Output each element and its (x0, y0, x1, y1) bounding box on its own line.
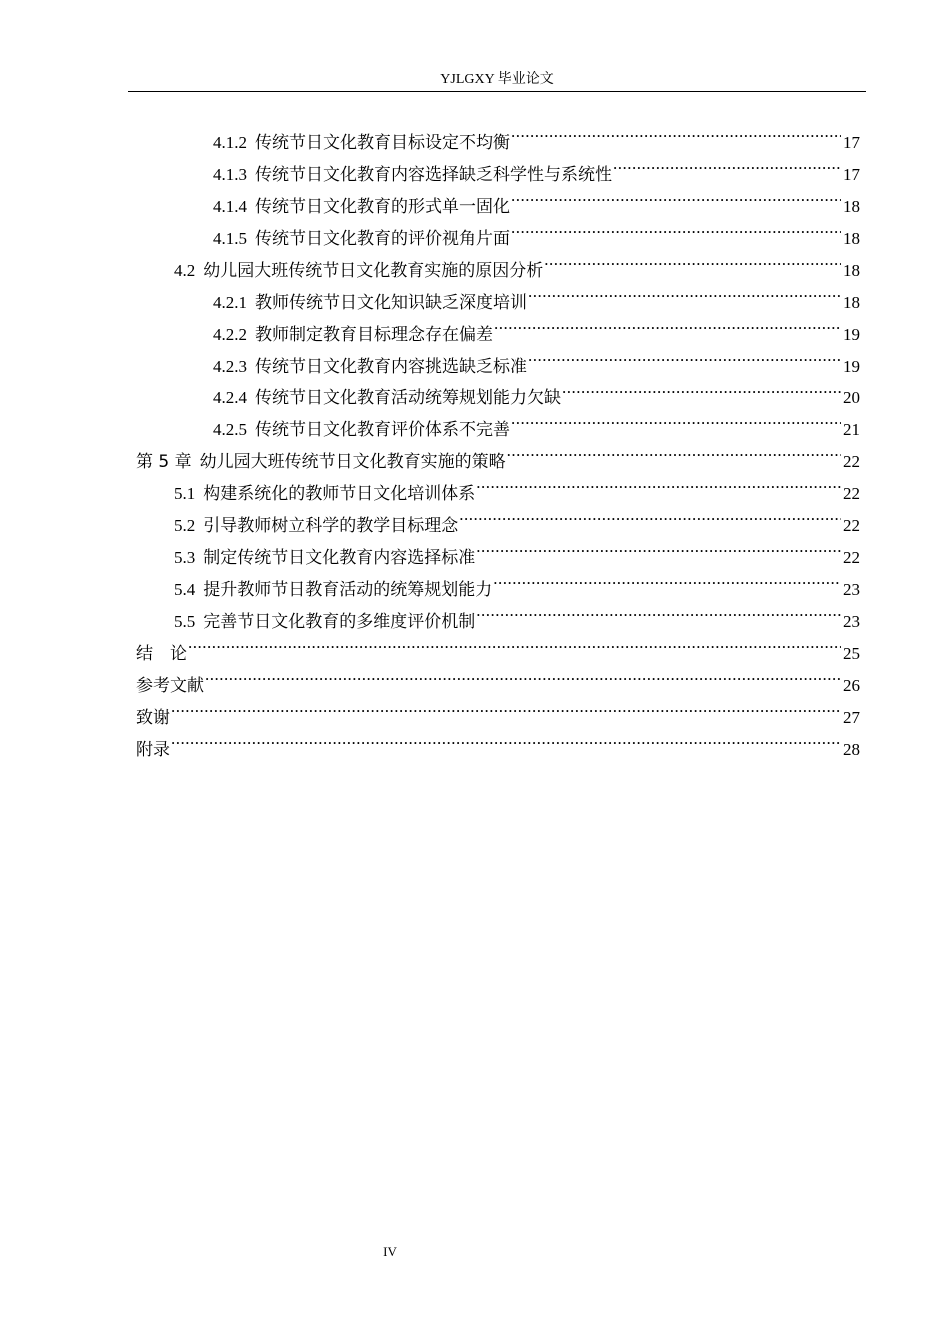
toc-dot-leader (476, 467, 841, 499)
toc-entry-page: 27 (843, 707, 860, 727)
toc-entry-number: 4.2.4 (213, 388, 247, 408)
table-of-contents (136, 116, 860, 760)
toc-entry-page: 23 (843, 580, 860, 600)
toc-entry-number: 4.2.5 (213, 420, 247, 440)
toc-entry-number: 5.3 (174, 548, 196, 568)
toc-entry-page: 22 (843, 452, 860, 472)
toc-entry-number: 5.4 (174, 580, 196, 600)
toc-entry-page: 22 (843, 484, 860, 504)
toc-entry[interactable] (136, 691, 860, 728)
toc-entry-page: 17 (843, 164, 860, 184)
toc-entry-page: 25 (843, 643, 860, 663)
toc-entry-page: 18 (843, 260, 860, 280)
toc-entry-title: 引导教师树立科学的教学目标理念 (203, 516, 459, 536)
toc-entry-page: 21 (843, 420, 860, 440)
toc-dot-leader (171, 723, 841, 755)
toc-dot-leader (459, 499, 841, 531)
toc-entry-title: 结 论 (136, 643, 187, 664)
toc-entry[interactable] (136, 116, 860, 152)
toc-dot-leader (528, 276, 841, 308)
toc-entry-number: 4.2 (174, 260, 196, 280)
toc-dot-leader (493, 563, 841, 595)
page-header (128, 70, 866, 92)
toc-entry-title: 幼儿园大班传统节日文化教育实施的原因分析 (203, 260, 544, 280)
toc-entry-page: 23 (843, 612, 860, 631)
toc-entry-page: 26 (843, 675, 860, 695)
toc-entry-number: 4.1.2 (213, 132, 247, 152)
toc-entry-number: 4.2.3 (213, 356, 247, 376)
toc-entry-page: 18 (843, 196, 860, 216)
toc-entry-page: 17 (843, 132, 860, 152)
page-number: IV (383, 1244, 397, 1259)
toc-entry[interactable] (136, 659, 860, 696)
toc-dot-leader (511, 403, 841, 435)
page-footer (0, 1244, 780, 1260)
toc-entry-title: 制定传统节日文化教育内容选择标准 (203, 548, 476, 568)
toc-dot-leader (205, 659, 841, 691)
toc-entry-number: 4.1.5 (213, 228, 247, 248)
toc-entry-title: 附录 (136, 739, 170, 760)
toc-entry-title: 传统节日文化教育评价体系不完善 (255, 420, 510, 440)
toc-entry-title: 传统节日文化教育的形式单一固化 (255, 196, 510, 216)
toc-entry-number: 5.1 (174, 484, 196, 504)
toc-entry-title: 传统节日文化教育的评价视角片面 (255, 228, 510, 248)
toc-entry-page: 22 (843, 516, 860, 536)
toc-dot-leader (507, 435, 841, 467)
toc-entry-number: 4.2.1 (213, 292, 247, 312)
toc-entry-number: 4.2.2 (213, 324, 247, 344)
toc-entry-number: 4.1.3 (213, 164, 247, 184)
toc-entry[interactable] (136, 723, 860, 760)
toc-entry-title: 致谢 (136, 707, 170, 728)
toc-dot-leader (528, 340, 841, 372)
toc-entry-title: 教师制定教育目标理念存在偏差 (255, 324, 493, 344)
toc-dot-leader (494, 308, 841, 340)
toc-entry-title: 传统节日文化教育内容挑选缺乏标准 (255, 356, 527, 376)
toc-entry-number: 第 5 章 (136, 452, 192, 473)
toc-entry-page: 19 (843, 356, 860, 376)
toc-dot-leader (171, 691, 841, 723)
toc-entry-number: 4.1.4 (213, 196, 247, 216)
toc-entry-title: 提升教师节日教育活动的统筹规划能力 (203, 580, 493, 600)
toc-entry-title: 参考文献 (136, 675, 204, 696)
toc-entry-page: 28 (843, 739, 860, 759)
toc-entry-number: 5.2 (174, 516, 196, 536)
toc-dot-leader (511, 180, 841, 212)
toc-dot-leader (476, 531, 841, 563)
toc-entry-title: 传统节日文化教育活动统筹规划能力欠缺 (255, 388, 561, 408)
toc-entry-page: 18 (843, 228, 860, 248)
toc-dot-leader (544, 244, 841, 276)
toc-dot-leader (476, 595, 841, 627)
toc-entry-title: 幼儿园大班传统节日文化教育实施的策略 (199, 452, 506, 473)
toc-entry-page: 22 (843, 548, 860, 568)
toc-entry-page: 19 (843, 324, 860, 344)
toc-entry-title: 传统节日文化教育目标设定不均衡 (255, 132, 510, 152)
header-title: YJLGXY 毕业论文 (440, 72, 554, 87)
toc-entry-page: 20 (843, 388, 860, 408)
toc-dot-leader (511, 212, 841, 244)
toc-entry-title: 传统节日文化教育内容选择缺乏科学性与系统性 (255, 164, 612, 184)
toc-entry[interactable] (136, 627, 860, 664)
toc-entry-page: 18 (843, 292, 860, 312)
toc-dot-leader (188, 627, 841, 659)
toc-entry-title: 教师传统节日文化知识缺乏深度培训 (255, 292, 527, 312)
toc-dot-leader (562, 372, 841, 404)
toc-entry-title: 完善节日文化教育的多维度评价机制 (203, 612, 476, 631)
toc-entry-number: 5.5 (174, 612, 196, 631)
toc-dot-leader (511, 116, 841, 148)
toc-entry-title: 构建系统化的教师节日文化培训体系 (203, 484, 476, 504)
toc-dot-leader (613, 148, 841, 180)
